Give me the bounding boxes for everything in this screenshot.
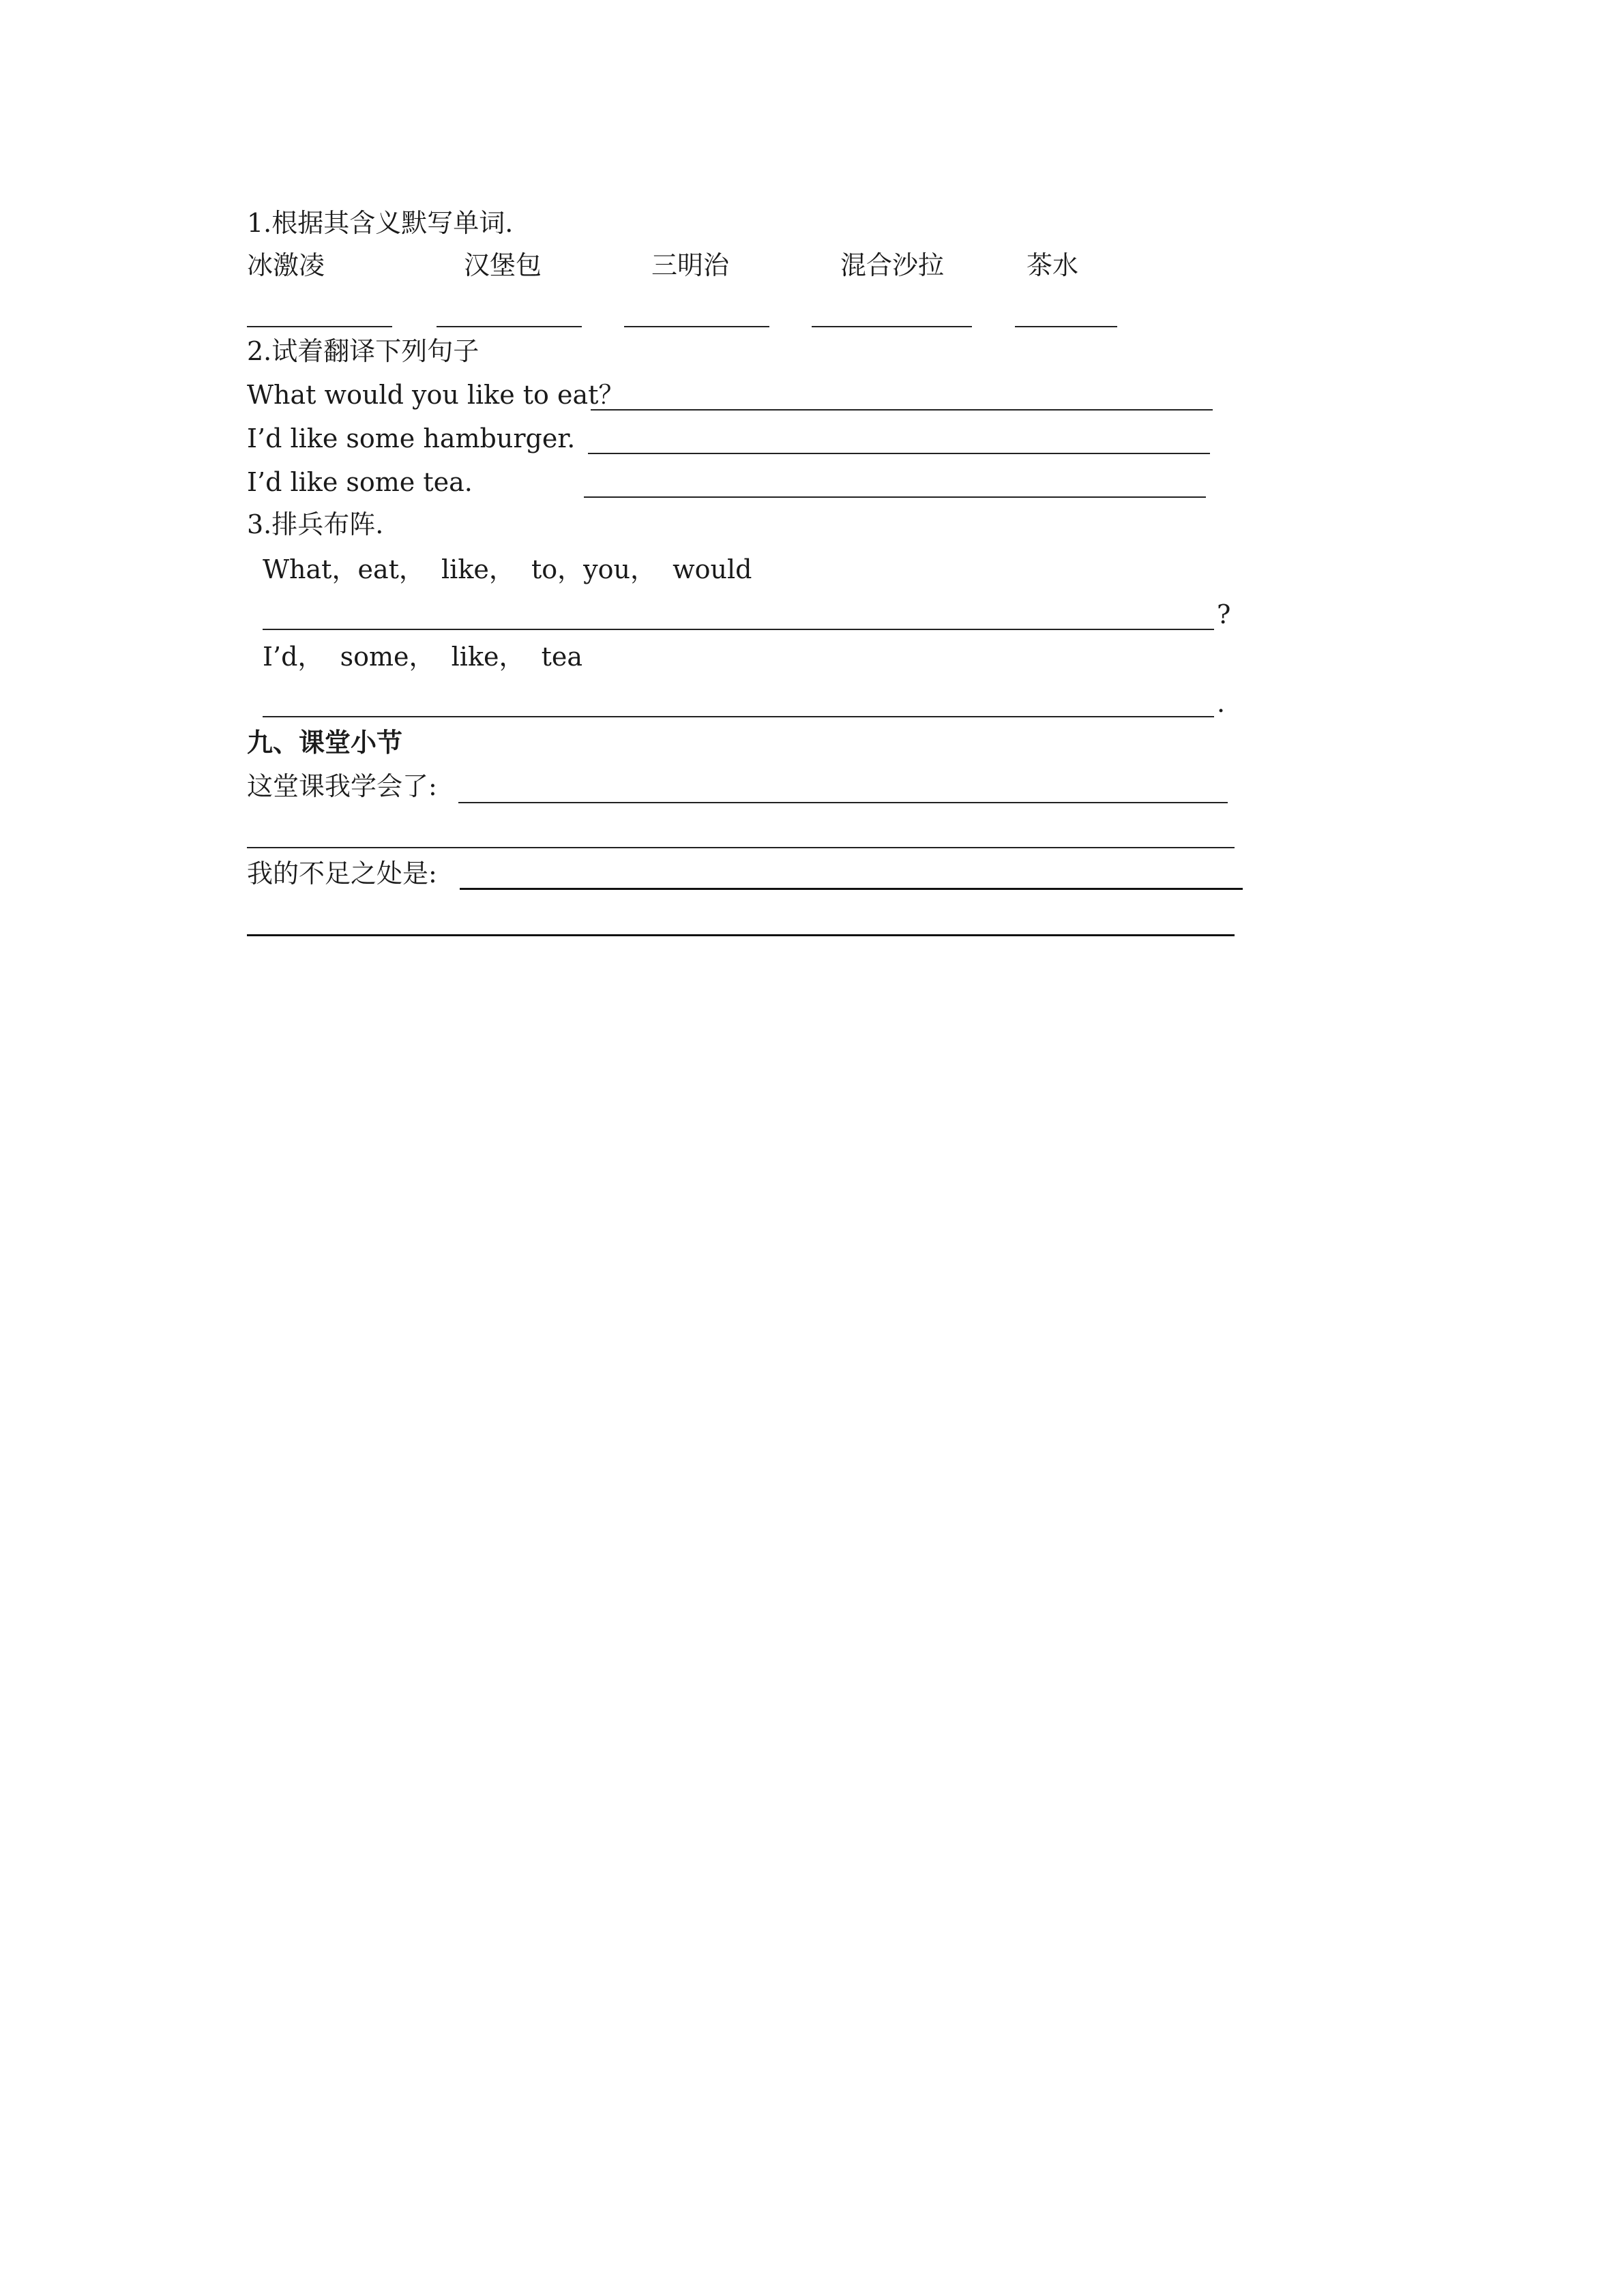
period-mark: . [1217, 688, 1226, 718]
translation-blank-3[interactable] [584, 496, 1206, 498]
reorder-blank-2[interactable] [263, 716, 1214, 717]
scrambled-words-2: I’d， some， like， tea [263, 642, 583, 672]
learned-blank-line-2[interactable] [247, 847, 1235, 848]
word-prompt-hamburger: 汉堡包 [464, 250, 542, 280]
sentence-1: What would you like to eat？ [247, 380, 625, 410]
answer-blank-word-2[interactable] [437, 326, 582, 327]
shortcoming-blank-line-2[interactable] [247, 934, 1235, 936]
section-2-title: 2.试着翻译下列句子 [247, 336, 479, 366]
translation-blank-1[interactable] [591, 409, 1213, 411]
word-prompt-ice-cream: 冰激凌 [247, 250, 325, 280]
section-1-title: 1.根据其含义默写单词. [247, 208, 514, 238]
sentence-2: I’d like some hamburger. [247, 423, 576, 453]
answer-blank-word-4[interactable] [812, 326, 972, 327]
shortcoming-blank-line-1[interactable] [460, 888, 1243, 890]
word-prompt-salad: 混合沙拉 [840, 250, 945, 280]
word-prompt-tea: 茶水 [1027, 250, 1079, 280]
question-mark: ? [1217, 599, 1231, 629]
answer-blank-word-5[interactable] [1015, 326, 1117, 327]
section-3-title: 3.排兵布阵. [247, 509, 384, 539]
word-prompt-sandwich: 三明治 [651, 250, 730, 280]
learned-blank-line-1[interactable] [458, 802, 1228, 803]
answer-blank-word-3[interactable] [624, 326, 769, 327]
translation-blank-2[interactable] [588, 453, 1210, 454]
shortcoming-label: 我的不足之处是: [247, 859, 437, 889]
reorder-blank-1[interactable] [263, 629, 1214, 630]
learned-label: 这堂课我学会了: [247, 771, 437, 801]
summary-heading: 九、课堂小节 [247, 727, 403, 758]
scrambled-words-1: What，eat， like， to，you， would [263, 554, 752, 584]
sentence-3: I’d like some tea. [247, 467, 473, 497]
answer-blank-word-1[interactable] [247, 326, 392, 327]
